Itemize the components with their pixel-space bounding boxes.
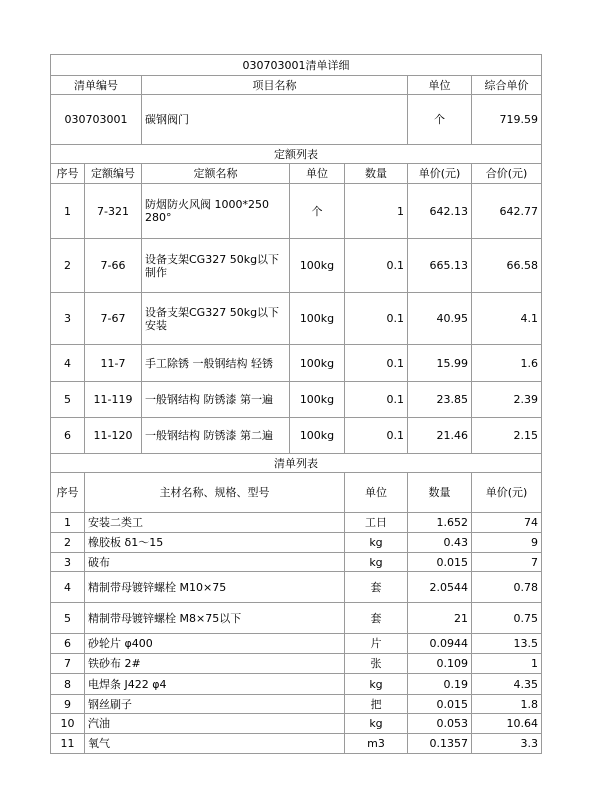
quota-cell: 21.46: [408, 418, 472, 454]
materials-row: [51, 603, 542, 634]
materials-cell: 10.64: [472, 714, 542, 734]
materials-cell: 7: [472, 553, 542, 572]
materials-cell: 7: [51, 654, 85, 674]
materials-row: [51, 533, 542, 553]
materials-cell: 0.015: [408, 695, 472, 714]
quota-cell: 0.1: [345, 293, 408, 345]
materials-cell: 汽油: [85, 714, 345, 734]
materials-cell: 2: [51, 533, 85, 553]
materials-cell: m3: [345, 734, 408, 754]
materials-row: [51, 674, 542, 695]
materials-row: [51, 572, 542, 603]
materials-col-header: 序号: [51, 473, 85, 513]
quota-cell: 4.1: [472, 293, 542, 345]
materials-cell: 氧气: [85, 734, 345, 754]
materials-row: [51, 654, 542, 674]
quota-cell: 2.39: [472, 382, 542, 418]
quota-cell: 1: [51, 184, 85, 239]
quota-cell: 防烟防火风阀 1000*250 280°: [142, 184, 290, 239]
materials-cell: 1.8: [472, 695, 542, 714]
materials-cell: 4.35: [472, 674, 542, 695]
quota-cell: 0.1: [345, 418, 408, 454]
quota-cell: 100kg: [290, 293, 345, 345]
materials-cell: 74: [472, 513, 542, 533]
materials-cell: 0.78: [472, 572, 542, 603]
quota-cell: 642.13: [408, 184, 472, 239]
materials-row: [51, 634, 542, 654]
quota-col-header: 定额编号: [85, 164, 142, 184]
quota-cell: 40.95: [408, 293, 472, 345]
quota-cell: 23.85: [408, 382, 472, 418]
materials-col-header: 主材名称、规格、型号: [85, 473, 345, 513]
quota-section-title-row: [51, 145, 542, 164]
materials-cell: kg: [345, 674, 408, 695]
materials-cell: 砂轮片 φ400: [85, 634, 345, 654]
materials-cell: 9: [472, 533, 542, 553]
materials-cell: 0.053: [408, 714, 472, 734]
materials-cell: 21: [408, 603, 472, 634]
materials-cell: 0.75: [472, 603, 542, 634]
bill-unit: 个: [408, 95, 472, 145]
quota-cell: 7-66: [85, 239, 142, 293]
col-header-code: 清单编号: [51, 76, 142, 95]
materials-cell: 电焊条 J422 φ4: [85, 674, 345, 695]
materials-cell: 3: [51, 553, 85, 572]
quota-cell: 7-321: [85, 184, 142, 239]
quota-cell: 2: [51, 239, 85, 293]
materials-cell: 0.015: [408, 553, 472, 572]
materials-cell: 破布: [85, 553, 345, 572]
materials-header-row: [51, 473, 542, 513]
col-header-price: 综合单价: [472, 76, 542, 95]
col-header-name: 项目名称: [142, 76, 408, 95]
materials-cell: 0.0944: [408, 634, 472, 654]
quota-col-header: 单价(元): [408, 164, 472, 184]
quota-cell: 4: [51, 345, 85, 382]
quota-row: [51, 184, 542, 239]
materials-cell: 1: [472, 654, 542, 674]
quota-cell: 设备支架CG327 50kg以下安装: [142, 293, 290, 345]
quota-cell: 3: [51, 293, 85, 345]
quota-cell: 11-7: [85, 345, 142, 382]
materials-cell: kg: [345, 533, 408, 553]
materials-cell: 安装二类工: [85, 513, 345, 533]
materials-cell: 0.1357: [408, 734, 472, 754]
bill-code: 030703001: [51, 95, 142, 145]
quota-cell: 7-67: [85, 293, 142, 345]
quota-cell: 100kg: [290, 239, 345, 293]
materials-cell: 套: [345, 572, 408, 603]
materials-cell: 11: [51, 734, 85, 754]
materials-cell: 把: [345, 695, 408, 714]
quota-cell: 一般钢结构 防锈漆 第二遍: [142, 418, 290, 454]
materials-cell: 13.5: [472, 634, 542, 654]
materials-row: [51, 714, 542, 734]
materials-cell: 0.43: [408, 533, 472, 553]
quota-col-header: 合价(元): [472, 164, 542, 184]
quota-cell: 15.99: [408, 345, 472, 382]
bill-price: 719.59: [472, 95, 542, 145]
quota-row: [51, 345, 542, 382]
quota-cell: 0.1: [345, 345, 408, 382]
bill-item-row: [51, 95, 542, 145]
quota-cell: 设备支架CG327 50kg以下制作: [142, 239, 290, 293]
materials-row: [51, 513, 542, 533]
materials-cell: 钢丝刷子: [85, 695, 345, 714]
materials-cell: 6: [51, 634, 85, 654]
materials-cell: 0.109: [408, 654, 472, 674]
table-title-row: [51, 55, 542, 76]
materials-col-header: 单价(元): [472, 473, 542, 513]
quota-cell: 6: [51, 418, 85, 454]
materials-cell: 8: [51, 674, 85, 695]
quota-section-title: 定额列表: [51, 145, 542, 164]
quota-row: [51, 418, 542, 454]
quota-row: [51, 239, 542, 293]
quota-cell: 665.13: [408, 239, 472, 293]
materials-cell: 3.3: [472, 734, 542, 754]
quota-cell: 一般钢结构 防锈漆 第一遍: [142, 382, 290, 418]
header-row: [51, 76, 542, 95]
materials-cell: 铁砂布 2#: [85, 654, 345, 674]
table-title: 030703001清单详细: [51, 55, 542, 76]
materials-cell: kg: [345, 553, 408, 572]
quota-cell: 11-120: [85, 418, 142, 454]
materials-cell: 精制带母镀锌螺栓 M8×75以下: [85, 603, 345, 634]
materials-cell: kg: [345, 714, 408, 734]
materials-col-header: 单位: [345, 473, 408, 513]
quota-row: [51, 293, 542, 345]
quota-cell: 手工除锈 一般钢结构 轻锈: [142, 345, 290, 382]
materials-cell: 2.0544: [408, 572, 472, 603]
quota-row: [51, 382, 542, 418]
materials-cell: 10: [51, 714, 85, 734]
materials-cell: 0.19: [408, 674, 472, 695]
materials-cell: 9: [51, 695, 85, 714]
materials-row: [51, 553, 542, 572]
quota-col-header: 数量: [345, 164, 408, 184]
materials-cell: 橡胶板 δ1～15: [85, 533, 345, 553]
materials-cell: 4: [51, 572, 85, 603]
quota-col-header: 定额名称: [142, 164, 290, 184]
materials-section-title: 清单列表: [51, 454, 542, 473]
materials-row: [51, 695, 542, 714]
bill-name: 碳钢阀门: [142, 95, 408, 145]
quota-cell: 100kg: [290, 418, 345, 454]
materials-cell: 片: [345, 634, 408, 654]
quota-cell: 1.6: [472, 345, 542, 382]
materials-cell: 1: [51, 513, 85, 533]
quota-header-row: [51, 164, 542, 184]
materials-cell: 工日: [345, 513, 408, 533]
quota-cell: 11-119: [85, 382, 142, 418]
quota-cell: 642.77: [472, 184, 542, 239]
col-header-unit: 单位: [408, 76, 472, 95]
quota-col-header: 单位: [290, 164, 345, 184]
quota-cell: 100kg: [290, 382, 345, 418]
materials-row: [51, 734, 542, 754]
materials-cell: 5: [51, 603, 85, 634]
quota-col-header: 序号: [51, 164, 85, 184]
quota-cell: 5: [51, 382, 85, 418]
materials-col-header: 数量: [408, 473, 472, 513]
materials-cell: 1.652: [408, 513, 472, 533]
materials-cell: 套: [345, 603, 408, 634]
quota-cell: 100kg: [290, 345, 345, 382]
quota-cell: 个: [290, 184, 345, 239]
materials-cell: 精制带母镀锌螺栓 M10×75: [85, 572, 345, 603]
quota-cell: 1: [345, 184, 408, 239]
quota-cell: 2.15: [472, 418, 542, 454]
bill-detail-table: [50, 54, 542, 754]
materials-cell: 张: [345, 654, 408, 674]
quota-cell: 66.58: [472, 239, 542, 293]
quota-cell: 0.1: [345, 382, 408, 418]
quota-cell: 0.1: [345, 239, 408, 293]
materials-section-title-row: [51, 454, 542, 473]
